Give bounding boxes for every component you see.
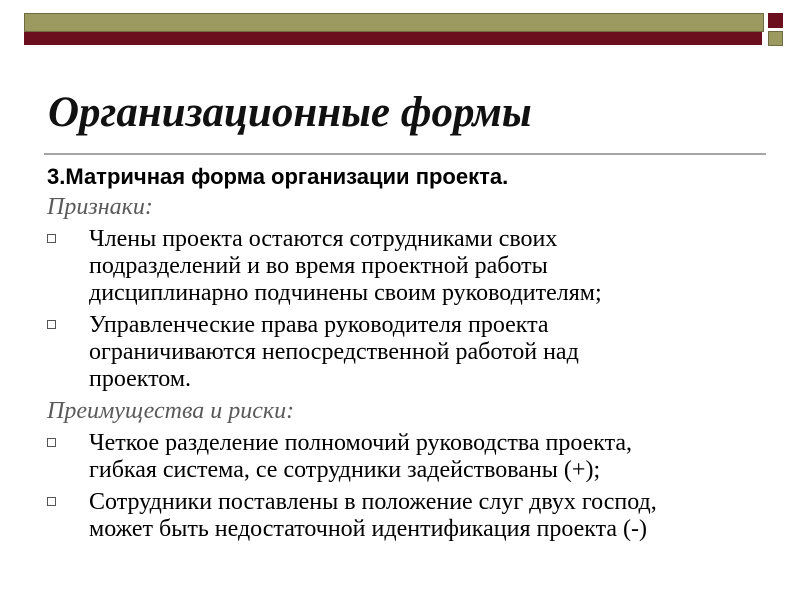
list-item-line: ограничиваются непосредственной работой над [89,339,579,365]
list-item-line: Члены проекта остаются сотрудниками своих [89,226,558,252]
advantages-risks-list [47,430,747,543]
list-item-line: проектом. [89,366,192,392]
hollow-square-bullet-icon [47,497,56,506]
section-label-advantages-risks: Преимущества и риски: [47,398,295,424]
list-item-line: дисциплинарно подчинены своим руководителям; [89,280,602,306]
list-item [47,430,747,484]
list-item-line: Управленческие права руководителя проекта [89,312,549,338]
list-item-line: Четкое разделение полномочий руководства проекта, [89,430,633,456]
hollow-square-bullet-icon [47,320,56,329]
hollow-square-bullet-icon [47,438,56,447]
slide-content [47,163,747,548]
list-item-line: гибкая система, се сотрудники задействованы (+); [89,457,601,483]
slide-title: Организационные формы [48,89,532,136]
corner-maroon-square [768,13,783,28]
header-maroon-bar [24,32,762,45]
list-item [47,226,747,307]
corner-olive-square [768,31,783,46]
section-label-features: Признаки: [47,194,153,220]
list-item [47,312,747,393]
list-item [47,489,747,543]
slide-subheading: 3.Матричная форма организации проекта. [47,164,509,189]
list-item-line: подразделений и во время проектной работы [89,253,548,279]
hollow-square-bullet-icon [47,234,56,243]
header-olive-bar [24,13,764,32]
title-divider [44,153,766,155]
list-item-line: Сотрудники поставлены в положение слуг двух господ, [89,489,657,515]
list-item-line: может быть недостаточной идентификация проекта (-) [89,516,648,542]
features-list [47,226,747,393]
